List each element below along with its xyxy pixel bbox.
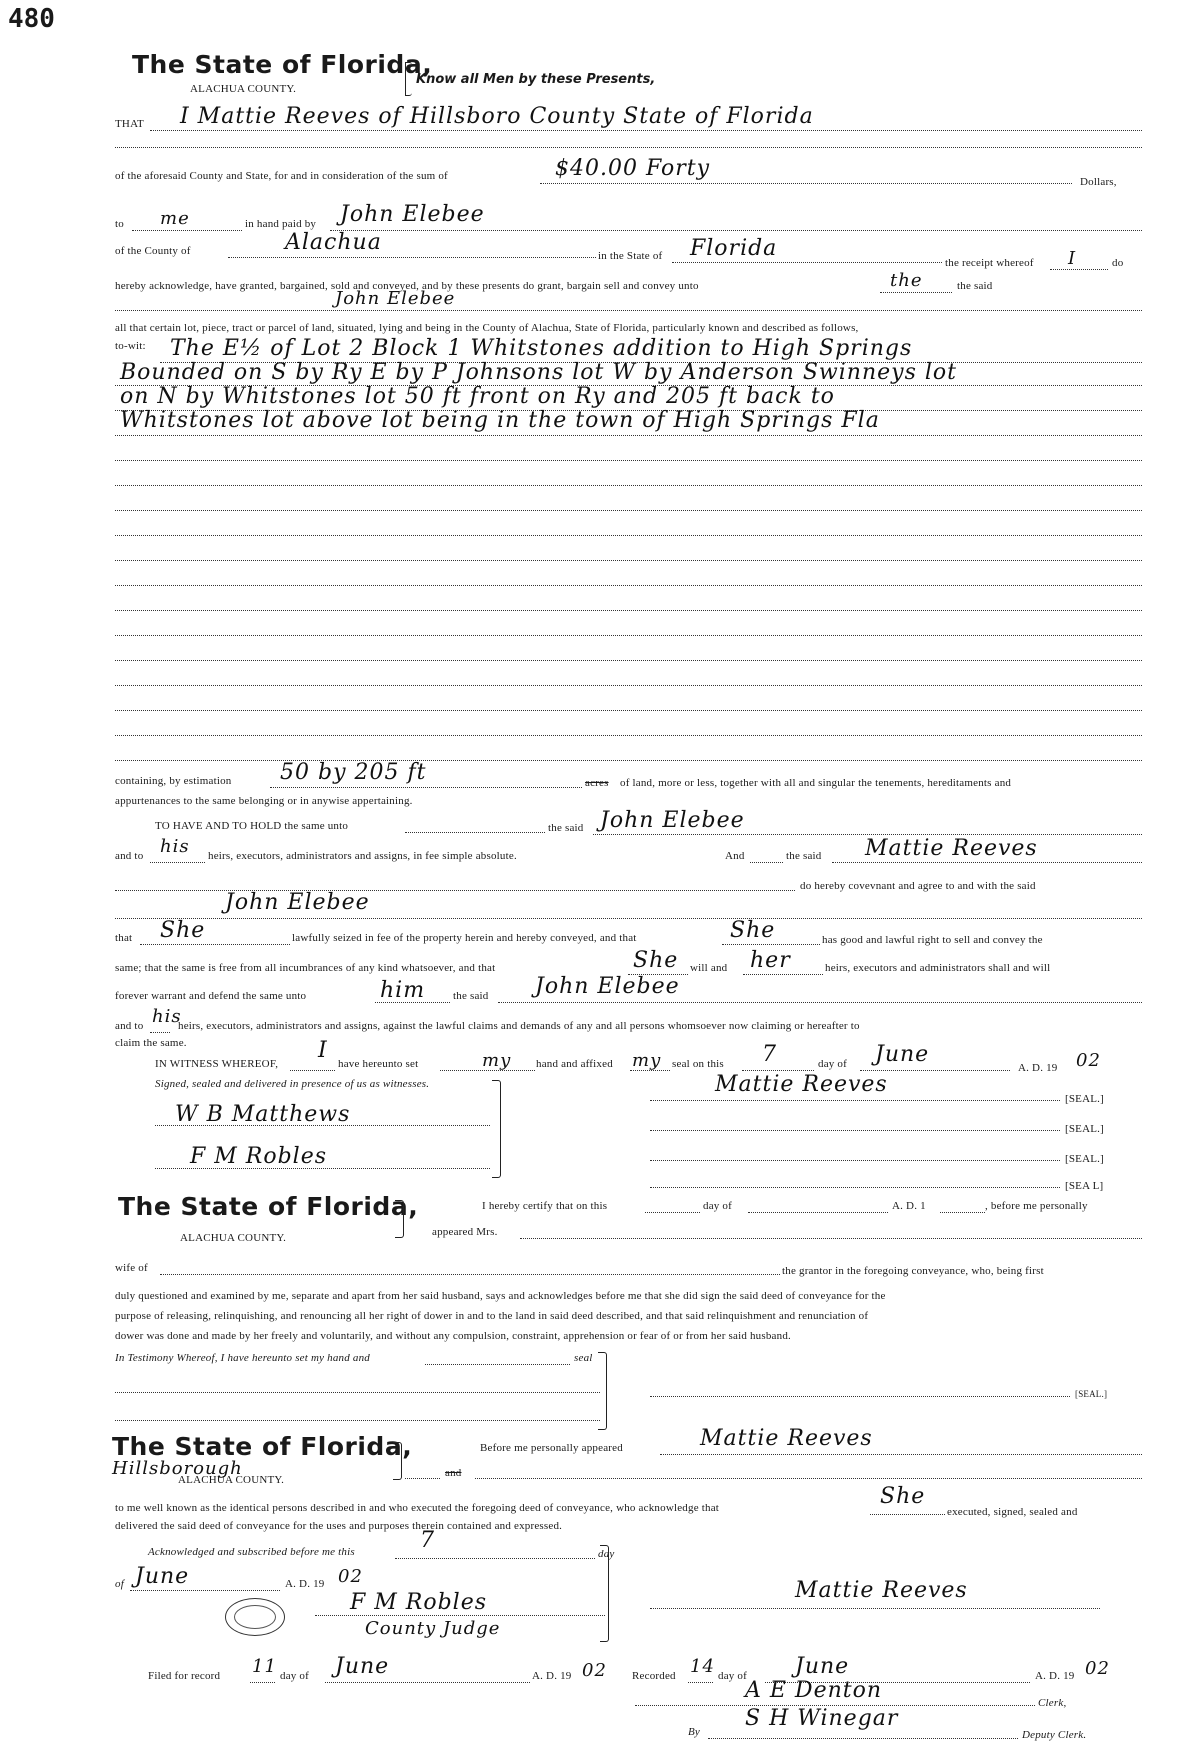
to-handwriting: me <box>160 208 190 229</box>
aforesaid-text: of the aforesaid County and State, for and in consideration of the sum of <box>115 170 448 182</box>
same-free-text: same; that the same is free from all incumbrances of any kind whatsoever, and that <box>115 962 496 974</box>
ack-executed-text: executed, signed, sealed and <box>947 1506 1078 1518</box>
to-label: to <box>115 218 124 230</box>
payer-line <box>330 230 1142 231</box>
containing-label: containing, by estimation <box>115 775 232 787</box>
blank-rule <box>115 560 1142 561</box>
filed-ad: A. D. 19 <box>532 1670 572 1682</box>
ack-known-text: to me well known as the identical persons described in and who executed the foregoing deed of conveyance, who acknowledge that <box>115 1502 720 1514</box>
she2-line <box>722 944 820 945</box>
witness-i-line <box>290 1070 335 1071</box>
ack-of-label: of <box>115 1578 124 1590</box>
certify-ad: A. D. 1 <box>892 1200 926 1212</box>
payer-handwriting: John Elebee <box>340 202 485 227</box>
ack-signer-handwriting: Mattie Reeves <box>795 1578 968 1603</box>
of-land-text: of land, more or less, together with all and singular the tenements, hereditaments and <box>620 777 1012 789</box>
defend-handwriting: John Elebee <box>535 974 680 999</box>
dollars-label: Dollars, <box>1080 176 1117 188</box>
rec-month-handwriting: June <box>795 1654 850 1679</box>
receipt-label: the receipt whereof <box>945 257 1034 269</box>
signed-text: Signed, sealed and delivered in presence of us as witnesses. <box>155 1078 430 1090</box>
have-the-said: the said <box>548 822 584 834</box>
hereby-text: hereby acknowledge, have granted, bargained, sold and conveyed, and by these presents do grant, bargain sell and convey unto <box>115 280 699 292</box>
seal-line <box>650 1100 1060 1101</box>
ack-county: ALACHUA COUNTY. <box>178 1474 285 1486</box>
testimony-brace <box>598 1352 607 1430</box>
testimony-line <box>425 1364 570 1365</box>
grantee-line <box>115 310 1142 311</box>
has-good-text: has good and lawful right to sell and convey the <box>822 934 1043 946</box>
she-line <box>140 944 290 945</box>
grantee-handwriting: John Elebee <box>335 288 456 309</box>
rec-ad: A. D. 19 <box>1035 1670 1075 1682</box>
testimony-blank-line <box>115 1420 600 1421</box>
filed-month-line <box>325 1682 530 1683</box>
certify-day-line <box>645 1212 700 1213</box>
rec-day-handwriting: 14 <box>690 1656 715 1677</box>
grantor-in-text: the grantor in the foregoing conveyance, who, being first <box>782 1265 1044 1277</box>
desc-line: The E½ of Lot 2 Block 1 Whitstones addition to High Springs <box>170 336 913 361</box>
ack-officer-handwriting: F M Robles <box>350 1590 488 1615</box>
certify-text: I hereby certify that on this <box>482 1200 608 1212</box>
know-all-men: Know all Men by these Presents, <box>416 72 656 87</box>
witness2-handwriting: F M Robles <box>190 1144 328 1169</box>
to-line <box>132 230 242 231</box>
his2-line <box>150 1032 170 1033</box>
clerk-handwriting: A E Denton <box>745 1678 883 1703</box>
blank-rule <box>115 760 1142 761</box>
desc-rule <box>115 435 1142 436</box>
ack-and-struck: and <box>445 1467 462 1479</box>
ack-acknowledged-text: Acknowledged and subscribed before me this <box>148 1546 355 1558</box>
deed-county: ALACHUA COUNTY. <box>190 83 297 95</box>
do-covenant-text: do hereby covevnant and agree to and with the said <box>800 880 1036 892</box>
day-of-text: day of <box>818 1058 847 1070</box>
and-line <box>750 862 783 863</box>
month-line <box>860 1070 1010 1071</box>
grantor-line-2 <box>115 147 1142 148</box>
my-handwriting: my <box>482 1050 512 1071</box>
ack-officer-line <box>315 1615 605 1616</box>
filed-day-handwriting: 11 <box>252 1656 277 1677</box>
filed-day-of: day of <box>280 1670 309 1682</box>
blank-rule <box>115 635 1142 636</box>
seal-line <box>650 1187 1060 1188</box>
appurtenances-text: appurtenances to the same belonging or in anywise appertaining. <box>115 795 413 807</box>
month-handwriting: June <box>875 1042 930 1067</box>
his-line <box>150 862 205 863</box>
ack-signer-line <box>650 1608 1100 1609</box>
desc-line: Whitstones lot above lot being in the town of High Springs Fla <box>120 408 880 433</box>
ack-month-handwriting: June <box>135 1564 190 1589</box>
relinq-county: ALACHUA COUNTY. <box>180 1232 287 1244</box>
county-line <box>228 257 596 258</box>
seal-label: [SEAL.] <box>1065 1093 1104 1105</box>
deputy-label: Deputy Clerk. <box>1022 1729 1087 1741</box>
she2-handwriting: She <box>730 918 776 943</box>
she-handwriting: She <box>160 918 206 943</box>
day-handwriting: 7 <box>762 1042 777 1067</box>
ack-ad: A. D. 19 <box>285 1578 325 1590</box>
covenant-handwriting: Mattie Reeves <box>865 836 1038 861</box>
seal-label: [SEA L] <box>1065 1180 1104 1192</box>
blank-rule <box>115 735 1142 736</box>
ack-and-line <box>405 1478 440 1479</box>
desc-line: on N by Whitstones lot 50 ft front on Ry and 205 ft back to <box>120 384 835 409</box>
unto-handwriting: the <box>890 270 923 291</box>
witness-brace <box>492 1080 501 1178</box>
ad-label: A. D. 19 <box>1018 1062 1058 1074</box>
relinq-state-heading: The State of Florida, <box>118 1192 419 1221</box>
the-said-label: the said <box>957 280 993 292</box>
relinq-seal-label: [SEAL.] <box>1075 1389 1108 1399</box>
her-handwriting: her <box>750 948 791 973</box>
have-line <box>593 834 1142 835</box>
ack-known-handwriting: She <box>880 1484 926 1509</box>
blank-rule <box>115 710 1142 711</box>
filed-year-handwriting: 02 <box>582 1660 607 1681</box>
ack-county-handwriting: Hillsborough <box>112 1458 243 1479</box>
relinq-seal-line <box>650 1396 1070 1397</box>
have-handwriting: John Elebee <box>600 808 745 833</box>
and-to-label-2: and to <box>115 1020 144 1032</box>
ack-delivered-text: delivered the said deed of conveyance for the uses and purposes therein contained and expressed. <box>115 1520 563 1532</box>
hand-affixed-text: hand and affixed <box>536 1058 613 1070</box>
day-line <box>742 1070 814 1071</box>
deed-header-brace <box>405 62 412 96</box>
certify-day-of: day of <box>703 1200 732 1212</box>
rec-day-line <box>688 1682 713 1683</box>
blank-rule <box>115 685 1142 686</box>
ack-brace-2 <box>600 1545 609 1642</box>
him-handwriting: him <box>380 978 426 1003</box>
that-label-2: that <box>115 932 133 944</box>
ack-day-handwriting: 7 <box>420 1528 435 1553</box>
ack-brace <box>393 1442 402 1480</box>
unto-line <box>880 292 952 293</box>
containing-line <box>270 787 582 788</box>
his2-handwriting: his <box>152 1006 182 1027</box>
relinq-text-2: purpose of releasing, relinquishing, and renouncing all her right of dower in and to the land in said deed described, and that said relinquishment and renunciation of <box>115 1310 869 1322</box>
relinq-brace <box>395 1200 404 1238</box>
certify-before-me: , before me personally <box>985 1200 1088 1212</box>
rec-year-handwriting: 02 <box>1085 1658 1110 1679</box>
of-county-label: of the County of <box>115 245 191 257</box>
deed-state-heading: The State of Florida, <box>132 50 433 79</box>
relinq-text-3: dower was done and made by her freely and voluntarily, and without any compulsion, constraint, apprehension or fear of or from her said husband. <box>115 1330 791 1342</box>
heirs-exec-text: heirs, executors and administrators shall and will <box>825 962 1051 974</box>
will-and-text: will and <box>690 962 728 974</box>
blank-rule <box>115 485 1142 486</box>
ack-and-line-2 <box>475 1478 1142 1479</box>
signer-handwriting: Mattie Reeves <box>715 1072 888 1097</box>
ack-day-label: day <box>598 1548 615 1560</box>
her-line <box>743 974 823 975</box>
state-line <box>672 262 942 263</box>
do-label: do <box>1112 257 1124 269</box>
seal-line <box>650 1160 1060 1161</box>
blank-rule <box>115 610 1142 611</box>
seal-label: [SEAL.] <box>1065 1123 1104 1135</box>
blank-rule <box>115 660 1142 661</box>
clerk-label: Clerk, <box>1038 1697 1067 1709</box>
in-hand-paid-label: in hand paid by <box>245 218 317 230</box>
have-line-1 <box>405 832 545 833</box>
wife-of-label: wife of <box>115 1262 148 1274</box>
to-wit-label: to-wit: <box>115 340 146 352</box>
appeared-line <box>520 1238 1142 1239</box>
witness1-handwriting: W B Matthews <box>175 1102 351 1127</box>
and-to-label: and to <box>115 850 144 862</box>
covenant-the-said: the said <box>786 850 822 862</box>
my2-handwriting: my <box>632 1050 662 1071</box>
forever-the-said: the said <box>453 990 489 1002</box>
recorded-label: Recorded <box>632 1670 676 1682</box>
have-set-text: have hereunto set <box>338 1058 419 1070</box>
county-judge-seal-icon <box>225 1598 285 1636</box>
all-that-text: all that certain lot, piece, tract or parcel of land, situated, lying and being in the County of Alachua, State of Florida, particularly known and described as follows, <box>115 322 859 334</box>
containing-handwriting: 50 by 205 ft <box>280 760 427 785</box>
blank-rule <box>115 535 1142 536</box>
ack-year-handwriting: 02 <box>338 1566 363 1587</box>
sum-line <box>540 183 1072 184</box>
county-handwriting: Alachua <box>285 230 382 255</box>
in-state-label: in the State of <box>598 250 663 262</box>
his-handwriting: his <box>160 836 190 857</box>
testimony-seal: seal <box>574 1352 593 1364</box>
filed-month-handwriting: June <box>335 1654 390 1679</box>
ack-title-handwriting: County Judge <box>365 1618 501 1639</box>
grantor-line <box>150 130 1142 131</box>
by-label: By <box>688 1726 701 1738</box>
state-handwriting: Florida <box>690 236 778 261</box>
desc-line: Bounded on S by Ry E by P Johnsons lot W by Anderson Swinneys lot <box>120 360 957 385</box>
claim-same-text: claim the same. <box>115 1037 187 1049</box>
covenant-line-2 <box>115 890 795 891</box>
ack-known-line <box>870 1514 945 1515</box>
seal-line <box>650 1130 1060 1131</box>
seal-label: [SEAL.] <box>1065 1153 1104 1165</box>
receipt-handwriting: I <box>1068 248 1077 269</box>
acres-struck: acres <box>585 777 609 789</box>
ack-state-heading: The State of Florida, <box>112 1432 413 1461</box>
witness-i-handwriting: I <box>318 1038 328 1063</box>
blank-rule <box>115 460 1142 461</box>
blank-rule <box>115 585 1142 586</box>
ack-month-line <box>130 1590 280 1591</box>
ack-appeared-handwriting: Mattie Reeves <box>700 1426 873 1451</box>
she3-handwriting: She <box>633 948 679 973</box>
grantor-handwriting: I Mattie Reeves of Hillsboro County State of Florida <box>180 104 814 129</box>
certify-month-line <box>748 1212 888 1213</box>
deputy-handwriting: S H Winegar <box>745 1706 899 1731</box>
that-label: THAT <box>115 118 144 130</box>
heirs-claims-text: heirs, executors, administrators and assigns, against the lawful claims and demands of any and all persons whomsoever now claiming or hereafter to <box>178 1020 860 1032</box>
receipt-line <box>1050 269 1108 270</box>
lawfully-text: lawfully seized in fee of the property herein and hereby conveyed, and that <box>292 932 637 944</box>
relinq-text-1: duly questioned and examined by me, separate and apart from her said husband, says and acknowledges before me that she did sign the said deed of conveyance for the <box>115 1290 886 1302</box>
appeared-label: appeared Mrs. <box>432 1226 498 1238</box>
wife-of-line <box>160 1274 780 1275</box>
filed-label: Filed for record <box>148 1670 221 1682</box>
covenant-grantee-handwriting: John Elebee <box>225 890 370 915</box>
filed-day-line <box>250 1682 275 1683</box>
seal-on-text: seal on this <box>672 1058 724 1070</box>
deputy-line <box>708 1738 1018 1739</box>
page-number: 480 <box>8 4 55 34</box>
certify-year-line <box>940 1212 985 1213</box>
rec-day-of: day of <box>718 1670 747 1682</box>
heirs-fee-text: heirs, executors, administrators and assigns, in fee simple absolute. <box>208 850 517 862</box>
testimony-blank-line <box>115 1392 600 1393</box>
defend-line <box>498 1002 1142 1003</box>
year-handwriting: 02 <box>1076 1050 1101 1071</box>
and-label: And <box>725 850 745 862</box>
to-have-label: TO HAVE AND TO HOLD the same unto <box>155 820 349 832</box>
ack-before-me: Before me personally appeared <box>480 1442 623 1454</box>
sum-handwriting: $40.00 Forty <box>555 156 711 181</box>
forever-text: forever warrant and defend the same unto <box>115 990 307 1002</box>
testimony-text: In Testimony Whereof, I have hereunto set my hand and <box>115 1352 370 1364</box>
covenant-grantee-line <box>115 918 1142 919</box>
ack-day-line <box>395 1558 595 1559</box>
covenant-line <box>832 862 1142 863</box>
ack-appeared-line <box>660 1454 1142 1455</box>
blank-rule <box>115 510 1142 511</box>
witness-label: IN WITNESS WHEREOF, <box>155 1058 279 1070</box>
